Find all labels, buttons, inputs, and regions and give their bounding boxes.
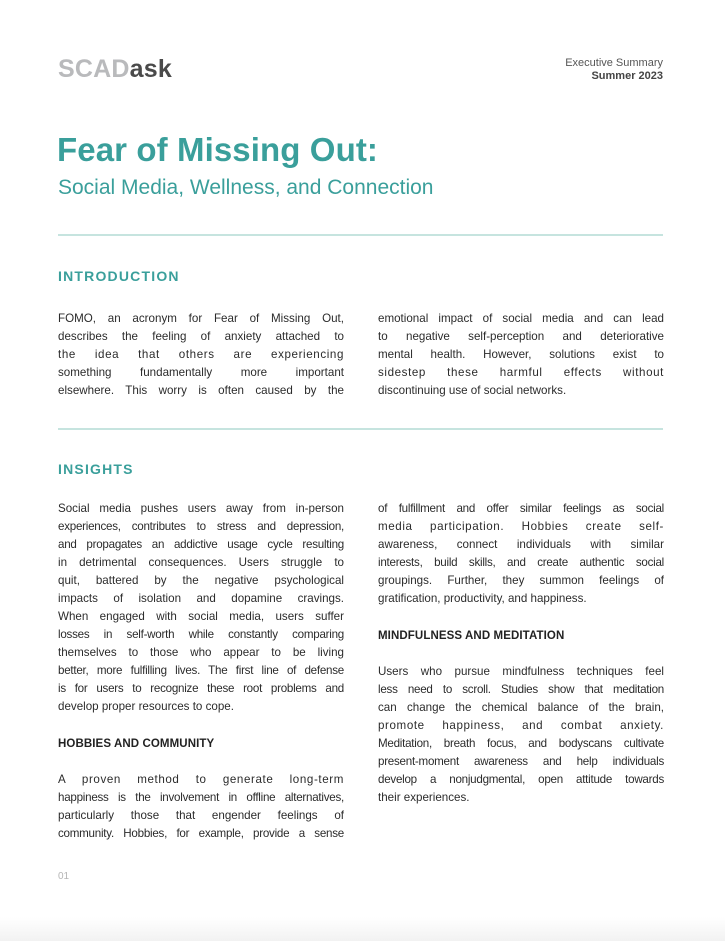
- text-line: happiness is the involvement in offline alternatives,: [58, 791, 344, 804]
- text-line: losses in self-worth while constantly comparing: [58, 628, 344, 641]
- text-line: interests, build skills, and create authentic social: [378, 556, 664, 569]
- text-line: something fundamentally more important: [58, 366, 344, 379]
- text-line: gratification, productivity, and happiness.: [378, 592, 587, 605]
- page-subtitle: Social Media, Wellness, and Connection: [58, 176, 434, 199]
- text-line: develop a nonjudgmental, open attitude towards: [378, 773, 664, 786]
- document-meta: [565, 57, 663, 83]
- text-line: can change the chemical balance of the brain,: [378, 701, 664, 714]
- text-line: emotional impact of social media and can lead: [378, 312, 664, 325]
- text-line: sidestep these harmful effects without: [378, 366, 664, 379]
- insights-heading: INSIGHTS: [58, 461, 134, 477]
- divider-top: [58, 234, 663, 236]
- text-line: When engaged with social media, users suffer: [58, 610, 344, 623]
- text-line: Users who pursue mindfulness techniques feel: [378, 665, 664, 678]
- mindfulness-column: [378, 663, 664, 807]
- text-line: their experiences.: [378, 791, 470, 804]
- text-line: of fulfillment and offer similar feelings as social: [378, 502, 664, 515]
- text-line: and propagates an addictive usage cycle resulting: [58, 538, 344, 551]
- insights-intro-column: [58, 500, 344, 716]
- text-line: the idea that others are experiencing: [58, 348, 344, 361]
- text-line: present-moment awareness and help individuals: [378, 755, 664, 768]
- text-line: better, more fulfilling lives. The first line of defense: [58, 664, 344, 677]
- season-label: Summer 2023: [591, 70, 663, 82]
- text-line: describes the feeling of anxiety attached to: [58, 330, 344, 343]
- text-line: Meditation, breath focus, and bodyscans cultivate: [378, 737, 664, 750]
- logo-scad: SCAD: [58, 55, 130, 83]
- page-bottom-edge: [0, 917, 725, 941]
- text-line: media participation. Hobbies create self-: [378, 520, 664, 533]
- text-line: Social media pushes users away from in-person: [58, 502, 344, 515]
- text-line: elsewhere. This worry is often caused by the: [58, 384, 344, 397]
- introduction-heading: INTRODUCTION: [58, 268, 180, 284]
- logo-ask: ask: [129, 55, 172, 83]
- text-line: is for users to recognize these root problems and: [58, 682, 344, 695]
- text-line: mental health. However, solutions exist to: [378, 348, 664, 361]
- text-line: promote happiness, and combat anxiety.: [378, 719, 664, 732]
- text-line: groupings. Further, they summon feelings of: [378, 574, 664, 587]
- text-line: quit, battered by the negative psychological: [58, 574, 344, 587]
- text-line: to negative self-perception and deteriorative: [378, 330, 664, 343]
- text-line: experiences, contributes to stress and depression,: [58, 520, 344, 533]
- introduction-left-column: [58, 310, 344, 400]
- text-line: in detrimental consequences. Users struggle to: [58, 556, 344, 569]
- introduction-right-column: [378, 310, 664, 400]
- page-number: 01: [58, 871, 70, 882]
- text-line: develop proper resources to cope.: [58, 700, 234, 713]
- hobbies-heading: HOBBIES AND COMMUNITY: [58, 738, 215, 750]
- text-line: themselves to those who appear to be living: [58, 646, 344, 659]
- text-line: less need to scroll. Studies show that meditation: [378, 683, 664, 696]
- text-line: community. Hobbies, for example, provide a sense: [58, 827, 344, 840]
- page-title: Fear of Missing Out:: [57, 131, 379, 168]
- text-line: FOMO, an acronym for Fear of Missing Out,: [58, 312, 344, 325]
- text-line: awareness, connect individuals with similar: [378, 538, 664, 551]
- hobbies-right-column: [378, 500, 664, 608]
- scadask-logo: [58, 55, 172, 83]
- divider-middle: [58, 428, 663, 430]
- text-line: discontinuing use of social networks.: [378, 384, 567, 397]
- doc-type-label: Executive Summary: [565, 57, 663, 69]
- text-line: A proven method to generate long-term: [58, 773, 344, 786]
- mindfulness-heading: MINDFULNESS AND MEDITATION: [378, 630, 565, 642]
- text-line: particularly those that engender feelings of: [58, 809, 344, 822]
- text-line: impacts of isolation and dopamine cravings.: [58, 592, 344, 605]
- hobbies-left-column: [58, 771, 344, 843]
